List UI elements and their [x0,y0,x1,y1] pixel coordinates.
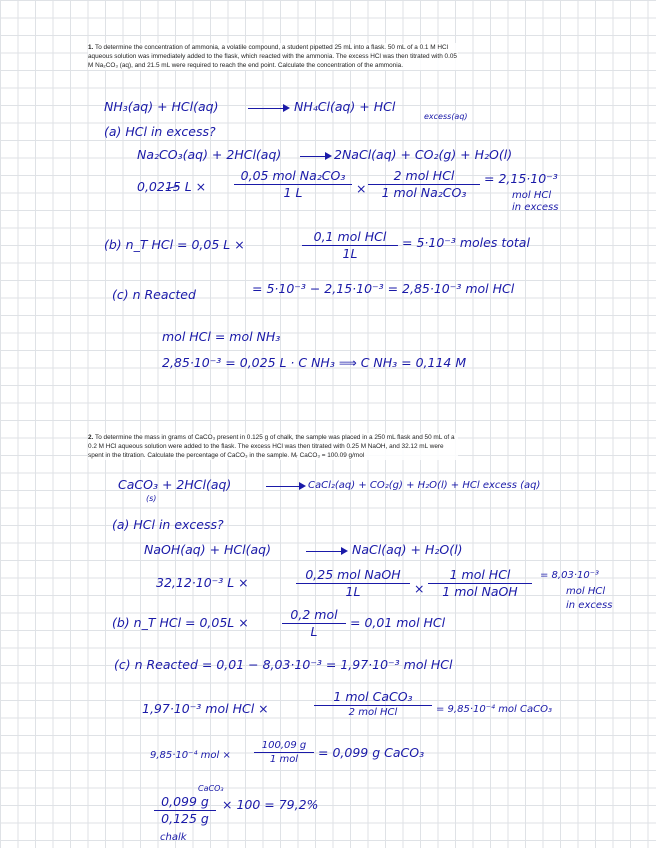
p1-part-a-result: = 2,15·10⁻³ [484,171,558,186]
problem-2-text: To determine the mass in grams of CaCO₃ present in 0.125 g of chalk, the sample was placed in a 250 mL flask and 50 mL of a 0.2 M HCl aqueous solution were added to the flask. The excess HCl was then titrated with 0.25 M NaOH, and 32.12 mL were spent in the titration. Calculate the percentage of CaCO₃ in the sample. Mᵣ CaCO₃ = 100.09 g/mol [88,434,455,459]
p2-part-a-fraction-1 [296,568,410,599]
p2-part-a-reaction-lhs: NaOH(aq) + HCl(aq) [144,542,271,557]
p1-reaction-rhs-sub: excess(aq) [424,112,468,121]
problem-1-number: 1. [88,44,94,51]
p1-part-c-line: = 5·10⁻³ − 2,15·10⁻³ = 2,85·10⁻³ mol HCl [252,281,515,296]
p2-part-a-frac2-bottom: 1 mol NaOH [442,584,518,599]
p1-part-a-frac1-top: 0,05 mol Na₂CO₃ [240,168,346,183]
p1-part-c-equality: mol HCl = mol NH₃ [162,329,281,344]
p2-part-a-reaction-rhs: NaCl(aq) + H₂O(l) [352,542,463,557]
p2-part-b-frac-top: 0,2 mol [290,607,338,622]
p2-percent-fraction [154,795,216,826]
p2-moles-caco3-frac-bottom: 2 mol HCl [348,707,398,718]
p2-percent-frac-bottom: 0,125 g [161,811,209,826]
p1-part-a-reaction-rhs: 2NaCl(aq) + CO₂(g) + H₂O(l) [334,147,513,162]
p2-percent-top-note: CaCO₃ [198,784,224,793]
p2-mass-lhs: 9,85·10⁻⁴ mol × [150,750,231,761]
p2-mass-frac-bar [254,752,314,753]
p1-part-a-frac2-top: 2 mol HCl [393,168,455,183]
p2-part-a-fraction-2 [428,568,532,599]
p1-reaction-rhs: NH₄Cl(aq) + HCl [294,99,396,114]
p2-part-b-frac-bottom: L [310,624,318,639]
p2-part-a-result-unit: mol HCl [566,586,606,597]
p1-part-a-result-unit: mol HCl [512,190,552,201]
p1-part-a-fraction-2 [368,169,480,200]
p2-reaction-lhs: CaCO₃ + 2HCl(aq) [118,477,232,492]
p1-part-c-label: (c) n Reacted [112,287,196,302]
p1-part-a-frac2-bottom: 1 mol Na₂CO₃ [381,185,467,200]
problem-1-statement [88,43,458,70]
p1-part-a-label: (a) HCl in excess? [104,124,216,139]
p2-part-b-fraction [282,608,346,639]
p2-mass-frac-bottom: 1 mol [269,754,299,765]
p2-moles-caco3-fraction [314,690,432,718]
p1-reaction-lhs: NH₃(aq) + HCl(aq) [104,99,219,114]
p2-percent-frac-top: 0,099 g [161,794,209,809]
p2-percent-result: × 100 = 79,2% [222,797,319,812]
p1-reaction-arrow [248,108,288,109]
p1-part-b-fraction [302,230,398,261]
p2-reaction-arrow [266,486,304,487]
p2-part-a-frac1-top: 0,25 mol NaOH [305,567,401,582]
problem-2-number: 2. [88,434,94,441]
p2-mass-frac-top: 100,09 g [261,740,307,751]
p1-part-b-frac-bottom: 1L [342,246,358,261]
p2-part-b-result: = 0,01 mol HCl [350,615,446,630]
p1-part-a-frac1-bottom: 1 L [283,185,303,200]
p2-reaction-rhs: CaCl₂(aq) + CO₂(g) + H₂O(l) + HCl excess (aq) [308,480,541,491]
problem-1-text: To determine the concentration of ammonia, a volatile compound, a student pipetted 25 mL into a flask. 50 mL of a 0.1 M HCl aqueous solution was immediately added to the flask, which reacted with the ammonia. The excess HCl was then titrated with 0.05 M Na₂CO₃ (aq), and 21.5 mL were required to reach the end point. Calculate the concentration of the ammonia. [88,44,457,69]
p2-part-a-result-note: in excess [566,600,613,611]
p1-part-a-arrow [300,156,330,157]
p2-moles-caco3-frac-bar [314,705,432,706]
p2-percent-bottom-note: chalk [160,832,187,843]
p2-part-a-frac2-top: 1 mol HCl [449,567,511,582]
p1-part-a-reaction-lhs: Na₂CO₃(aq) + 2HCl(aq) [137,147,282,162]
p1-part-b-frac-top: 0,1 mol HCl [313,229,387,244]
p2-part-b-line: (b) n_T HCl = 0,05L × [112,615,249,630]
p1-part-b-result: = 5·10⁻³ moles total [402,235,530,250]
p2-part-c-line: (c) n Reacted = 0,01 − 8,03·10⁻³ = 1,97·10⁻³ mol HCl [114,657,453,672]
p2-part-a-volume: 32,12·10⁻³ L × [156,575,249,590]
p1-part-c-concentration: 2,85·10⁻³ = 0,025 L · C NH₃ ⟹ C NH₃ = 0,114 M [162,355,467,370]
p1-part-a-fraction-1 [234,169,352,200]
p1-part-b-line: (b) n_T HCl = 0,05 L × [104,237,245,252]
p2-moles-caco3-frac-top: 1 mol CaCO₃ [333,689,413,704]
p1-part-a-result-note: in excess [512,202,559,213]
p2-moles-caco3-result: = 9,85·10⁻⁴ mol CaCO₃ [436,704,552,715]
p2-part-a-label: (a) HCl in excess? [112,517,224,532]
p2-reaction-lhs-sub: (s) [146,494,157,503]
p1-multiply-sign: × [356,181,367,196]
p2-mass-result: = 0,099 g CaCO₃ [318,745,425,760]
p2-multiply-sign: × [414,581,425,596]
p2-moles-caco3-lhs: 1,97·10⁻³ mol HCl × [142,701,269,716]
p2-part-a-result: = 8,03·10⁻³ [540,570,600,581]
problem-2-statement [88,433,458,460]
p2-part-a-frac1-bottom: 1L [345,584,361,599]
p2-part-a-arrow [306,551,346,552]
p2-mass-fraction [254,740,314,765]
p1-part-a-volume: 0,0215 L × [137,179,207,194]
